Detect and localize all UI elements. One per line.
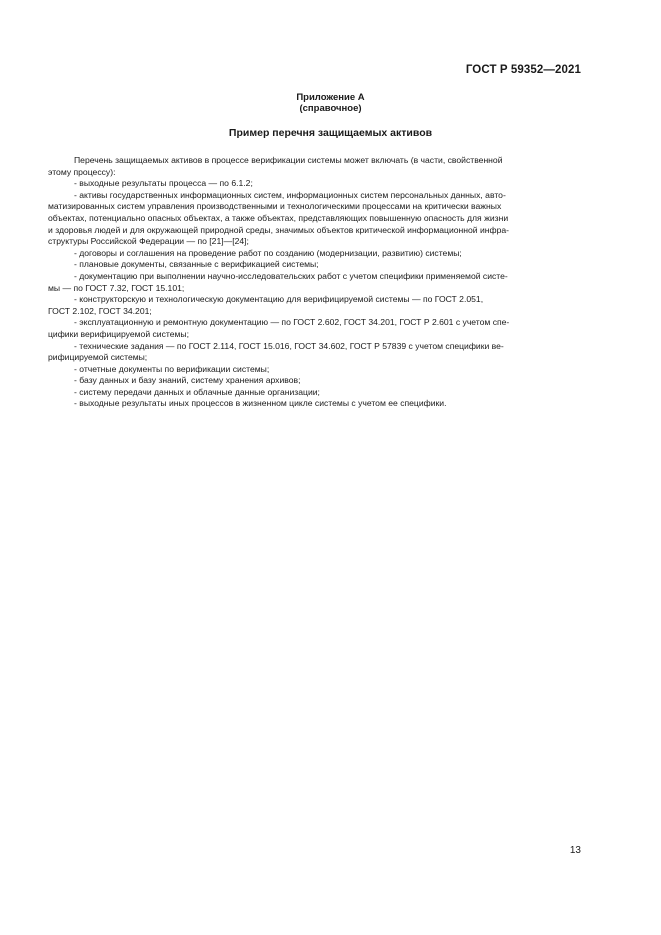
paragraph	[48, 294, 582, 317]
paragraph	[74, 375, 582, 387]
paragraph-line: объектах, потенциально опасных объектах, а также объектах, представляющих повышенную опасность для жизни	[48, 212, 509, 223]
paragraph-line: - договоры и соглашения на проведение работ по созданию (модернизации, развитию) системы;	[74, 247, 462, 258]
paragraph-line: цифики верифицируемой системы;	[48, 328, 189, 339]
appendix-title: Приложение А	[296, 92, 365, 103]
paragraph-line: - базу данных и базу знаний, систему хранения архивов;	[74, 375, 301, 386]
paragraph	[74, 248, 582, 260]
paragraph	[48, 270, 582, 294]
paragraph-line: рифицируемой системы;	[48, 352, 148, 363]
paragraph	[74, 387, 582, 399]
paragraph	[74, 398, 582, 410]
paragraph-line: - технические задания — по ГОСТ 2.114, ГОСТ 15.016, ГОСТ 34.602, ГОСТ Р 57839 с учетом специфики ве-	[74, 340, 504, 351]
paragraph-line: - эксплуатационную и ремонтную документацию — по ГОСТ 2.602, ГОСТ 34.201, ГОСТ Р 2.601 с учетом спе-	[74, 317, 510, 328]
paragraph	[48, 340, 582, 364]
paragraph-line: матизированных систем управления производственными и технологическими процессами на критически важных	[48, 201, 502, 212]
paragraph	[74, 178, 582, 190]
appendix-heading	[0, 92, 661, 114]
paragraph-line: - отчетные документы по верификации системы;	[74, 363, 270, 374]
paragraph	[74, 364, 582, 376]
paragraph-line: - конструкторскую и технологическую документацию для верифицируемой системы — по ГОСТ 2.051,	[74, 294, 484, 305]
standard-code: ГОСТ Р 59352—2021	[465, 64, 581, 76]
paragraph-line: - плановые документы, связанные с верификацией системы;	[74, 259, 319, 270]
page-number: 13	[569, 845, 581, 856]
appendix-subtitle: (справочное)	[299, 103, 362, 114]
paragraph-line: и здоровья людей и для окружающей природной среды, значимых объектов критической информационной инфра-	[48, 224, 510, 235]
paragraph	[48, 155, 582, 178]
paragraph-line: Перечень защищаемых активов в процессе верификации системы может включать (в части, свойственной	[74, 155, 503, 165]
paragraph-line: мы — по ГОСТ 7.32, ГОСТ 15.101;	[48, 282, 185, 293]
document-body	[48, 155, 582, 410]
paragraph-line: - активы государственных информационных систем, информационных систем персональных данных, авто-	[74, 189, 506, 200]
paragraph-line: - выходные результаты иных процессов в жизненном цикле системы с учетом ее специфики.	[74, 398, 447, 409]
paragraph-line: - документацию при выполнении научно-исследовательских работ с учетом специфики применяемой систе-	[74, 270, 508, 281]
paragraph-line: - выходные результаты процесса — по 6.1.2;	[74, 178, 253, 189]
paragraph	[48, 189, 582, 248]
paragraph-line: структуры Российской Федерации — по [21]—[24];	[48, 236, 249, 247]
paragraph-line: - систему передачи данных и облачные данные организации;	[74, 386, 320, 397]
paragraph	[48, 317, 582, 340]
paragraph	[74, 259, 582, 271]
section-title: Пример перечня защищаемых активов	[228, 127, 433, 139]
paragraph-line: этому процессу):	[48, 166, 116, 177]
paragraph-line: ГОСТ 2.102, ГОСТ 34.201;	[48, 305, 152, 316]
